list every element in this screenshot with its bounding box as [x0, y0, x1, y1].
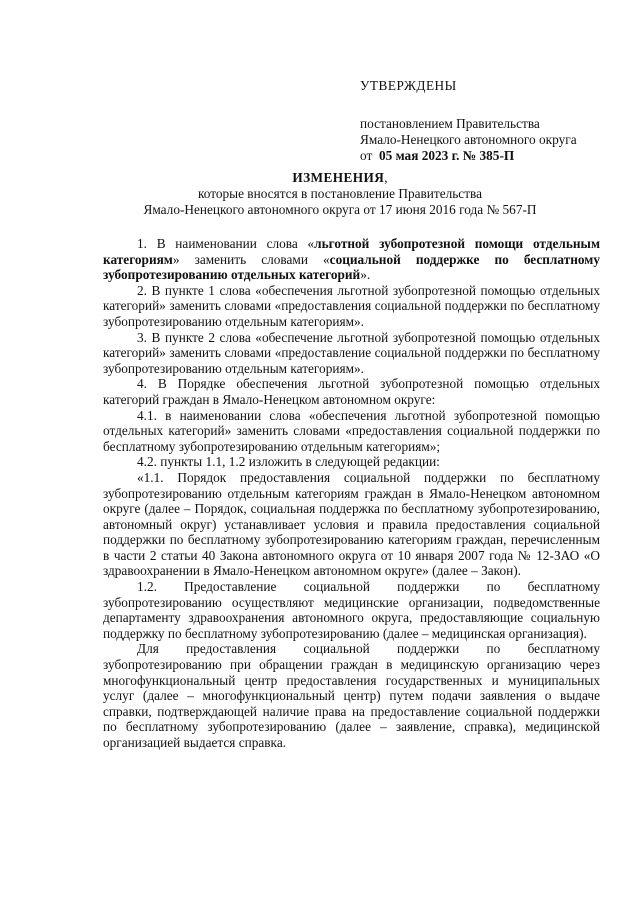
paragraph-1-bold-old: льготной зубопротезной помощи отдельным категориям [103, 236, 600, 267]
paragraph-1-bold-new: социальной поддержке по бесплатному зубопротезированию отдельных категорий [103, 251, 600, 283]
heading-title-suffix: , [384, 170, 388, 185]
approval-date-value: 05 мая 2023 г. № 385-П [378, 148, 515, 163]
paragraph-4-1: 4.1. в наименовании слова «обеспечения льготной зубопротезной помощью отдельных категорий» заменить словами «предоставления социальной поддержки по бесплатному зубопротезированию отдельным категориям»; [103, 407, 600, 454]
paragraph-3: 3. В пункте 2 слова «обеспечение льготной зубопротезной помощью отдельных категорий» заменить словами «предоставление социальной поддержки по бесплатному зубопротезированию отдельным категориям». [103, 329, 600, 376]
approval-stamp [360, 78, 610, 164]
paragraph-1-1-quoted: «1.1. Порядок предоставления социальной поддержки по бесплатному зубопротезированию отдельным категориям граждан в Ямало-Ненецком автономном округе (далее – Порядок, социальная поддержка по бесплатному зубопротезированию, автономный округ) устанавливает условия и правила предоставления социальной поддержки по бесплатному зубопротезированию категориям граждан, перечисленным в части 2 статьи 40 Закона автономного округа от 10 января 2007 года № 12-ЗАО «О здравоохранении в Ямало-Ненецком автономном округе» (далее – Закон). [103, 469, 600, 579]
paragraph-1-part-c: » заменить словами « [172, 251, 330, 267]
paragraph-1 [103, 236, 600, 283]
heading-line-1: которые вносятся в постановление Правительства [197, 186, 483, 201]
paragraph-1-part-a: 1. В наименовании слова « [137, 236, 315, 251]
document-body [103, 236, 600, 751]
paragraph-1-2-quoted: 1.2. Предоставление социальной поддержки по бесплатному зубопротезированию осуществляют медицинские организации, подведомственные департаменту здравоохранения автономного округа, предоставляющие социальную поддержку по бесплатному зубопротезированию (далее – медицинская организация). [103, 579, 600, 641]
document-heading [100, 170, 580, 218]
paragraph-4-2: 4.2. пункты 1.1, 1.2 изложить в следующей редакции: [137, 454, 440, 470]
paragraph-1-2-continued: Для предоставления социальной поддержки по бесплатному зубопротезированию при обращении граждан в медицинскую организацию через многофункциональный центр предоставления государственных и муниципальных услуг (далее – многофункциональный центр) путем подачи заявления о выдаче справки, подтверждающей наличие права на предоставление социальной поддержки по бесплатному зубопротезированию (далее – заявление, справка), медицинской организацией выдается справка. [103, 641, 600, 750]
approval-line-1: постановлением Правительства [360, 116, 540, 131]
approval-title: УТВЕРЖДЕНЫ [360, 78, 457, 93]
approval-date-line [360, 148, 610, 164]
heading-title: ИЗМЕНЕНИЯ [292, 170, 385, 185]
paragraph-4: 4. В Порядке обеспечения льготной зубопротезной помощью отдельных категорий граждан в Ямало-Ненецком автономном округе: [103, 376, 600, 407]
approval-date-prefix: от [360, 148, 373, 163]
paragraph-2: 2. В пункте 1 слова «обеспечения льготной зубопротезной помощью отдельных категорий» заменить словами «предоставления социальной поддержки по бесплатному зубопротезированию отдельным категориям». [103, 282, 600, 329]
heading-line-2: Ямало-Ненецкого автономного округа от 17 июня 2016 года № 567-П [143, 202, 537, 217]
paragraph-1-part-e: ». [360, 267, 371, 283]
approval-line-2: Ямало-Ненецкого автономного округа [360, 132, 577, 147]
